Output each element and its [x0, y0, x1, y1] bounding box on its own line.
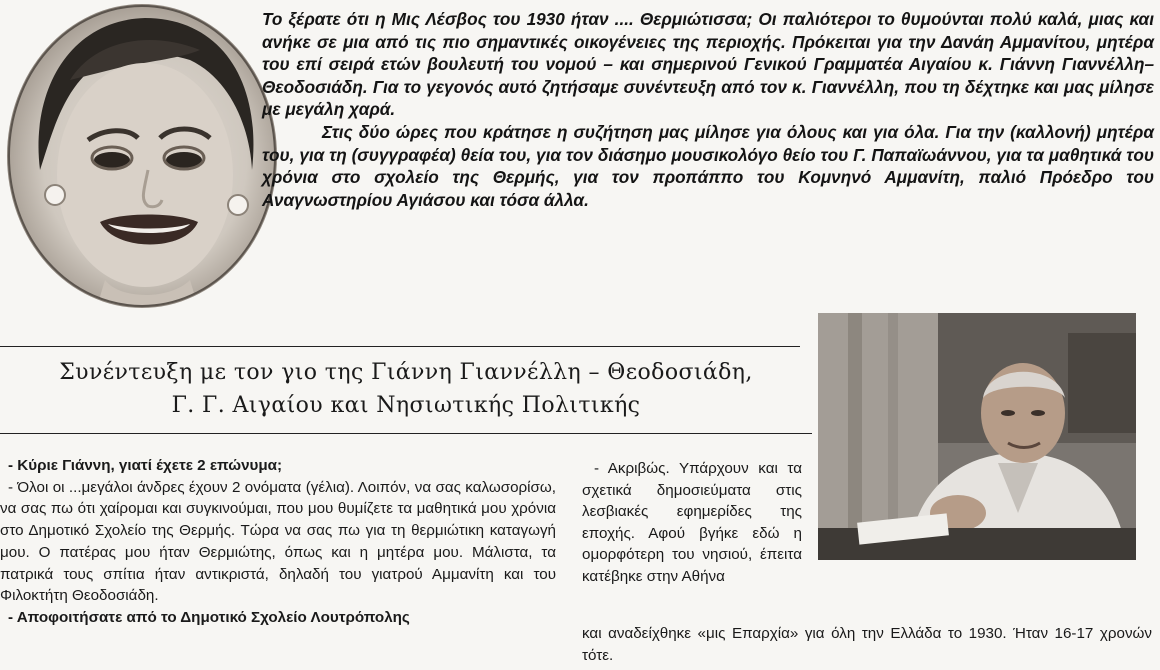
portrait-photo: [0, 0, 290, 322]
interviewee-photo: [818, 313, 1136, 560]
headline: [0, 356, 812, 422]
answer-2-continued: και αναδείχθηκε «μις Επαρχία» για όλη την Ελλάδα το 1930. Ήταν 16-17 χρονών τότε.: [582, 625, 1152, 664]
intro-text: [262, 8, 1154, 211]
headline-bottom-rule: [0, 433, 812, 434]
interview-wide-text: [582, 623, 1152, 666]
headline-top-rule: [0, 346, 800, 347]
intro-paragraph-2: Στις δύο ώρες που κράτησε η συζήτηση μας μίλησε για όλους και για όλα. Για την (καλλονή) μητέρα του, για τη (συγγραφέα) θεία του, για τον διάσημο μουσικολόγο θείο του Γ. Παπαϊωάννου, για τα μαθητικά του χρόνια στο σχολείο της Θερμής, για τον προπάππο του Κομνηνό Αμμανίτη, παλιό Πρόεδρο του Αναγνωστηρίου Αγιάσου και τόσα άλλα.: [262, 121, 1154, 210]
question-2: - Αποφοιτήσατε από το Δημοτικό Σχολείο Λουτρόπολης: [8, 608, 410, 626]
headline-line-1: Συνέντευξη με τον γιο της Γιάννη Γιαννέλλη – Θεοδοσιάδη,: [59, 360, 753, 385]
portrait-image: [0, 0, 290, 322]
headline-line-2: Γ. Γ. Αιγαίου και Νησιωτικής Πολιτικής: [171, 393, 641, 418]
answer-1: - Όλοι οι ...μεγάλοι άνδρες έχουν 2 ονόματα (γέλια). Λοιπόν, να σας καλωσορίσω, να σας πω ότι χαίρομαι και συγκινούμαι, που μου θυμίζετε τα μαθητικά μου χρόνια στο Δημοτικό Σχολείο της Θερμής. Τώρα να σας πω για τη θερμιώτικη καταγωγή μου. Ο πατέρας μου ήταν Θερμιώτης, όπως και η μητέρα μου. Μάλιστα, τα πατρικά τους σπίτια ήταν αντικριστά, δηλαδή του γιατρού Αμμανίτη και του Φιλοκτήτη Θεοδοσιάδη.: [0, 478, 556, 605]
interview-column-2: [582, 458, 802, 587]
question-1: - Κύριε Γιάννη, γιατί έχετε 2 επώνυμα;: [8, 457, 283, 474]
intro-paragraph-1: Το ξέρατε ότι η Μις Λέσβος του 1930 ήταν .... Θερμιώτισσα; Οι παλιότεροι το θυμούνται πολύ καλά, μιας και ανήκε σε μια από τις πιο σημαντικές οικογένειες της περιοχής. Πρόκειται για την Δανάη Αμμανίτου, μητέρα του επί σειρά ετών βουλευτή του νομού – και σημερινού Γενικού Γραμματέα Αιγαίου κ. Γιάννη Γιαννέλλη–Θεοδοσιάδη. Για το γεγονός αυτό ζητήσαμε συνέντευξη από τον κ. Γιαννέλλη, που τη δέχτηκε και μας μίλησε με μεγάλη χαρά.: [262, 9, 1154, 120]
interview-column-1: [0, 455, 556, 629]
answer-2-start: - Ακριβώς. Υπάρχουν και τα σχετικά δημοσιεύματα στις λεσβιακές εφημερίδες της εποχής. Αφού βγήκε εδώ η ομορφότερη του νησιού, έπειτα κατέβηκε στην Αθήνα: [582, 460, 802, 585]
interviewee-image: [818, 313, 1136, 560]
